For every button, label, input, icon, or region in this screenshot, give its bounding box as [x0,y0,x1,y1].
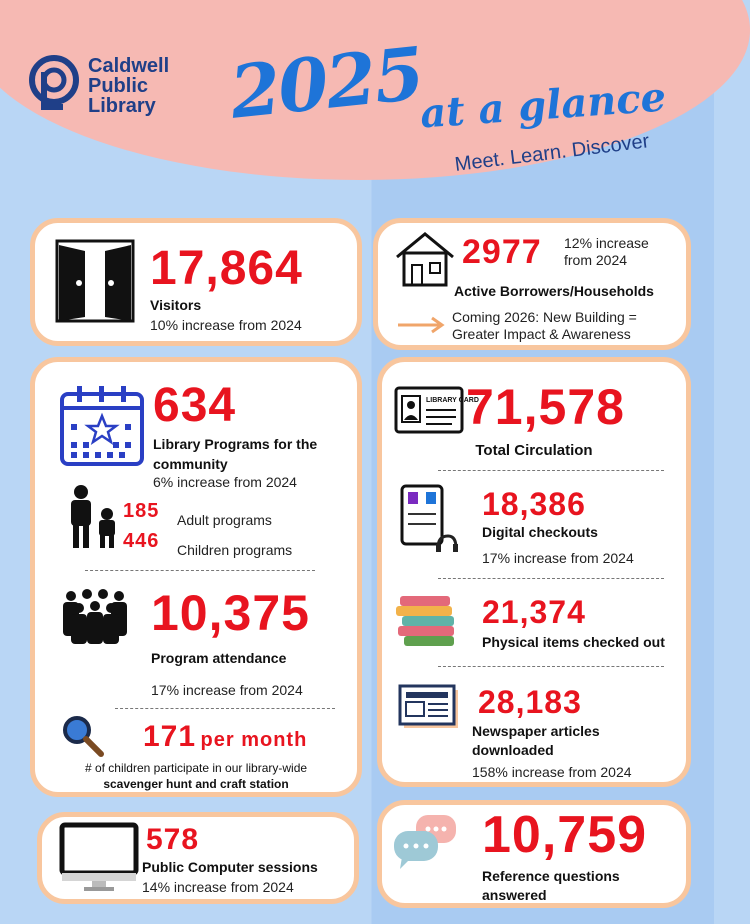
digital-value: 18,386 [482,486,586,522]
logo-line-2: Public [88,75,149,97]
scavenger-note-bold: scavenger hunt and craft station [103,777,289,791]
scavenger-unit: per month [200,729,308,751]
attendance-note: 17% increase from 2024 [151,682,303,698]
house-icon [394,231,456,287]
library-card-icon [394,386,479,434]
newspaper-icon [398,684,460,730]
circulation-label: Total Circulation [475,442,593,459]
programs-label: Library Programs for the community [153,436,318,472]
computer-value: 578 [146,823,200,856]
scavenger-stat [143,720,307,754]
programs-card [30,357,362,797]
programs-value: 634 [153,379,237,432]
computer-icon [60,823,138,893]
digital-note: 17% increase from 2024 [482,550,634,566]
adult-programs-label: Adult programs [177,512,272,528]
parent-child-icon [65,484,125,550]
scavenger-value: 171 [143,720,197,753]
children-programs-value: 446 [123,530,160,552]
divider [438,666,664,667]
newspaper-note: 158% increase from 2024 [472,764,632,780]
divider [438,470,664,471]
magnifier-icon [61,714,105,758]
subtitle: at a glance [418,73,668,138]
borrowers-note: 12% increase from 2024 [564,235,649,268]
newspaper-value: 28,183 [478,684,582,720]
books-icon [394,592,460,648]
computer-label: Public Computer sessions [142,859,318,875]
year-title: 2025 [226,30,427,135]
attendance-value: 10,375 [151,585,310,641]
divider [115,708,335,709]
newspaper-label: Newspaper articles downloaded [472,723,600,758]
borrowers-card [373,218,691,350]
library-name [88,56,169,116]
computer-note: 14% increase from 2024 [142,879,294,895]
digital-label: Digital checkouts [482,524,598,540]
tagline: Meet. Learn. Discover [453,130,651,176]
arrow-right-icon [396,315,446,335]
reference-card [377,800,691,908]
library-logo-icon [26,52,86,112]
tablet-icon [398,482,458,554]
attendance-label: Program attendance [151,650,287,666]
chat-bubbles-icon [390,813,462,873]
divider [85,570,315,571]
borrowers-coming: Coming 2026: New Building = Greater Impact & Awareness [452,309,637,342]
visitors-card [30,218,362,346]
scavenger-note-line: # of children participate in our library-wide [84,761,308,775]
calendar-icon [59,384,145,466]
circulation-card [377,357,691,787]
circulation-value: 71,578 [466,379,625,435]
physical-value: 21,374 [482,594,586,630]
borrowers-value: 2977 [462,233,542,271]
adult-programs-value: 185 [123,500,160,522]
physical-label: Physical items checked out [482,634,665,650]
computer-card [37,812,359,904]
reference-value: 10,759 [482,806,648,864]
crowd-icon [59,588,131,644]
divider [438,578,664,579]
reference-label: Reference questions answered [482,868,620,903]
logo-line-3: Library [88,95,156,117]
logo-line-1: Caldwell [88,55,170,77]
visitors-value: 17,864 [150,242,303,295]
scavenger-note [35,760,357,792]
children-programs-label: Children programs [177,542,293,558]
library-card-text: LIBRARY CARD [426,397,479,404]
door-icon [55,239,135,323]
borrowers-label: Active Borrowers/Households [454,283,654,299]
visitors-label: Visitors [150,297,202,313]
visitors-note: 10% increase from 2024 [150,317,302,333]
programs-note: 6% increase from 2024 [153,474,297,490]
